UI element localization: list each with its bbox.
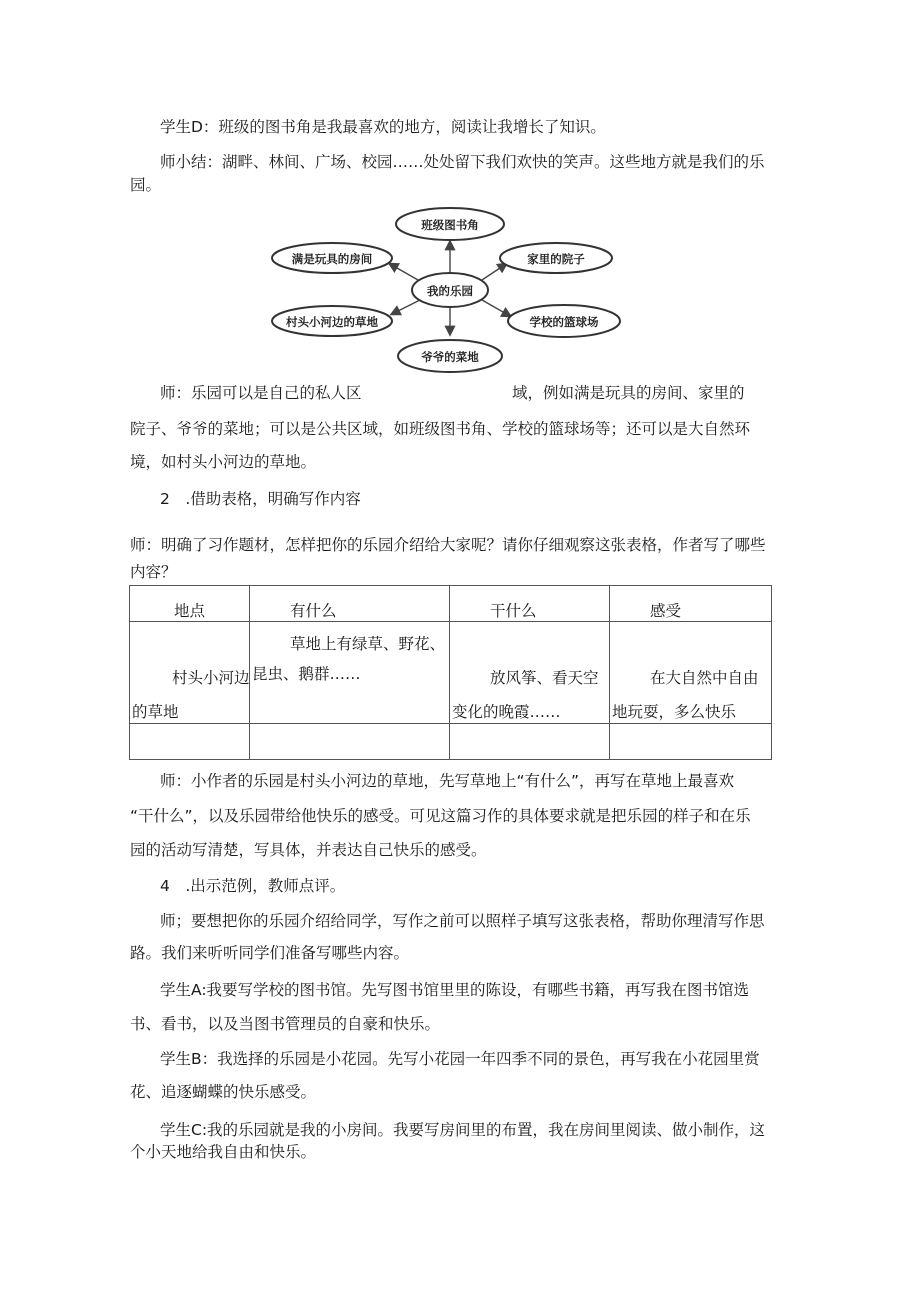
teacher3-line3: 园的活动写清楚，写具体，并表达自己快乐的感受。 [130, 841, 487, 859]
teacher2-line2: 内容？ [130, 563, 177, 581]
node-left-top-label: 满是玩具的房间 [291, 252, 373, 266]
mind-map-figure [270, 202, 630, 377]
empty-cell [450, 724, 610, 760]
student-b-line2: 花、追逐蝴蝶的快乐感受。 [130, 1083, 317, 1101]
teacher3-line1: 师：小作者的乐园是村头小河边的草地，先写草地上“有什么”，再写在草地上最喜欢 [160, 772, 735, 790]
teacher3-line2: “干什么”，以及乐园带给他快乐的感受。可见这篇习作的具体要求就是把乐园的样子和在乐 [130, 807, 751, 825]
cell-place: 村头小河边 的草地 [130, 622, 250, 724]
writing-content-table [129, 585, 772, 760]
step-4-heading: 4 .出示范例，教师点评。 [160, 877, 346, 895]
teacher4-line1: 师；要想把你的乐园介绍给同学，写作之前可以照样子填写这张表格，帮助你理清写作思 [160, 912, 765, 930]
node-left-bottom-label: 村头小河边的草地 [286, 315, 378, 329]
header-cell-what: 有什么 [250, 586, 450, 622]
connector-right-top [482, 264, 506, 280]
table-empty-row [130, 724, 772, 760]
step-2-heading: 2 .借助表格，明确写作内容 [160, 490, 361, 508]
empty-cell [610, 724, 772, 760]
table-row [130, 622, 772, 724]
student-c-line1: 学生C:我的乐园就是我的小房间。我要写房间里的布置，我在房间里阅读、做小制作，这 [160, 1121, 766, 1139]
empty-cell [250, 724, 450, 760]
cell-what: 草地上有绿草、野花、 昆虫、鹅群…… [250, 622, 450, 724]
teacher1-line1-part-a: 师：乐园可以是自己的私人区 [160, 384, 362, 402]
node-right-top-label: 家里的院子 [527, 252, 585, 266]
empty-cell [130, 724, 250, 760]
teacher1-line1-part-b: 域，例如满是玩具的房间、家里的 [512, 384, 745, 402]
node-top-label: 班级图书角 [421, 218, 479, 232]
teacher1-line3: 境，如村头小河边的草地。 [130, 453, 317, 471]
connector-left-bottom [392, 300, 420, 314]
cell-feeling: 在大自然中自由 地玩耍，多么快乐 [610, 622, 772, 724]
teacher2-line1: 师：明确了习作题材，怎样把你的乐园介绍给大家呢？请你仔细观察这张表格，作者写了哪些 [130, 536, 766, 554]
mind-map-svg [270, 202, 630, 377]
student-b-line1: 学生B：我选择的乐园是小花园。先写小花园一年四季不同的景色，再写我在小花园里赏 [160, 1050, 760, 1068]
cell-do: 放风筝、看天空 变化的晚霞…… [450, 622, 610, 724]
student-d-text: 学生D：班级的图书角是我最喜欢的地方，阅读让我增长了知识。 [160, 118, 606, 136]
header-cell-feeling: 感受 [610, 586, 772, 622]
connector-left-top [390, 264, 418, 280]
node-right-bottom-label: 学校的篮球场 [529, 315, 599, 329]
teacher-summary-line2: 园。 [130, 176, 162, 194]
node-center-label: 我的乐园 [427, 284, 473, 298]
teacher1-line2: 院子、爷爷的菜地；可以是公共区域，如班级图书角、学校的篮球场等；还可以是大自然环 [130, 420, 751, 438]
teacher-summary-line1: 师小结：湖畔、林间、广场、校园……处处留下我们欢快的笑声。这些地方就是我们的乐 [160, 153, 765, 171]
connector-right-bottom [482, 300, 510, 316]
header-cell-do: 干什么 [450, 586, 610, 622]
node-bottom-label: 爷爷的菜地 [421, 350, 479, 364]
student-c-line2: 个小天地给我自由和快乐。 [130, 1143, 317, 1161]
student-a-line1: 学生A:我要写学校的图书馆。先写图书馆里里的陈设，有哪些书籍，再写我在图书馆选 [160, 981, 750, 999]
table-header-row [130, 586, 772, 622]
header-cell-place: 地点 [130, 586, 250, 622]
teacher4-line2: 路。我们来听听同学们准备写哪些内容。 [130, 944, 410, 962]
student-a-line2: 书、看书，以及当图书管理员的自豪和快乐。 [130, 1015, 441, 1033]
